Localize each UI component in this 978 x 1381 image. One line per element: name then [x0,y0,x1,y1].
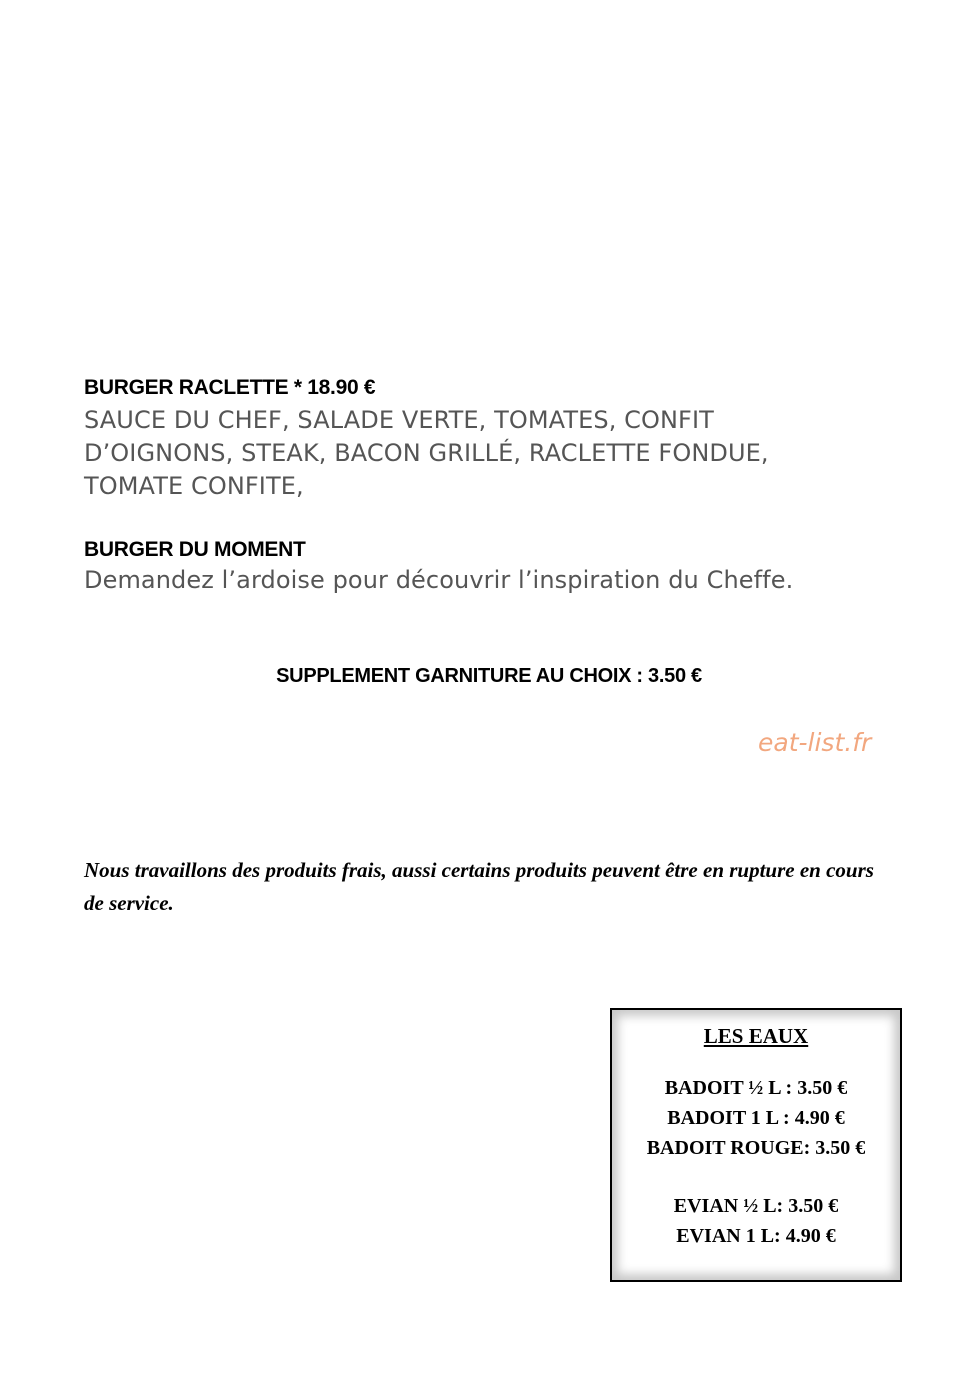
supplement-text: SUPPLEMENT GARNITURE AU CHOIX : 3.50 € [276,665,702,687]
burger-du-moment-title: BURGER DU MOMENT [84,538,306,561]
supplement-line [0,664,978,688]
burger-raclette-description: SAUCE DU CHEF, SALADE VERTE, TOMATES, CONFIT D’OIGNONS, STEAK, BACON GRILLÉ, RACLETTE FONDUE, TOMATE CONFITE, [84,406,769,500]
water-line-badoit-half: BADOIT ½ L : 3.50 € [664,1077,848,1099]
water-line-evian-half: EVIAN ½ L: 3.50 € [673,1195,839,1217]
fresh-products-notice: Nous travaillons des produits frais, aussi certains produits peuvent être en rupture en cours de service. [84,858,874,915]
water-line-evian-one: EVIAN 1 L: 4.90 € [676,1225,836,1247]
burger-du-moment-description: Demandez l’ardoise pour découvrir l’inspiration du Cheffe. [84,566,794,594]
waters-box [610,1008,902,1282]
waters-title: LES EAUX [703,1024,809,1048]
water-line-badoit-rouge: BADOIT ROUGE: 3.50 € [646,1137,866,1159]
watermark: eat-list.fr [758,728,872,757]
burger-raclette-title: BURGER RACLETTE * 18.90 € [84,376,376,399]
water-line-badoit-one: BADOIT 1 L : 4.90 € [667,1107,845,1129]
